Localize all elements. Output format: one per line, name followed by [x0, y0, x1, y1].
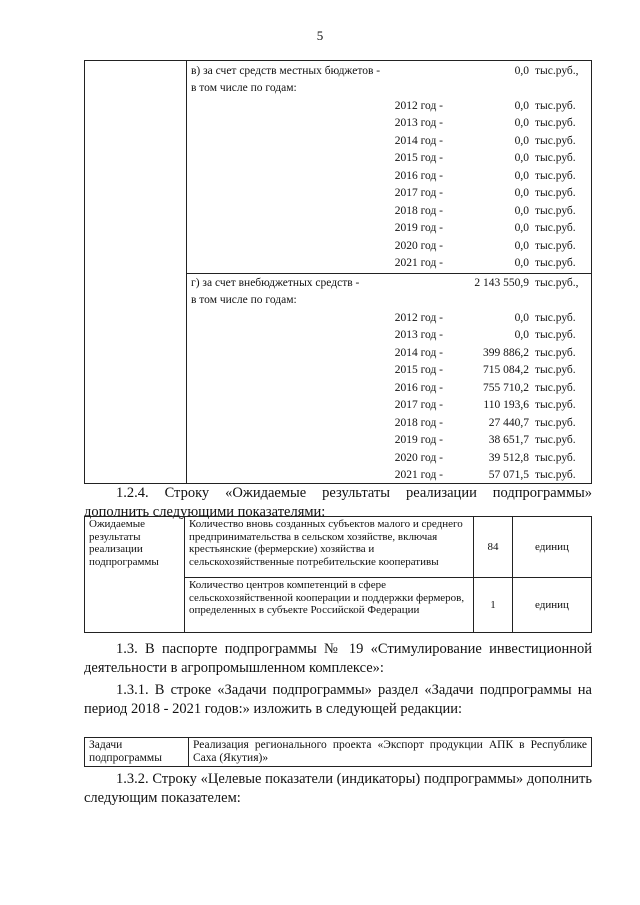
local-year: 2019 год - — [394, 222, 443, 234]
extra-amount: 0,0 — [514, 329, 529, 341]
tasks-content: Реализация регионального проекта «Экспорт продукции АПК в Республике Саха (Якутия)» — [189, 738, 592, 767]
extra-year: 2019 год - — [394, 434, 443, 446]
extra-year: 2015 год - — [394, 364, 443, 376]
extra-amount: 38 651,7 — [488, 434, 529, 446]
table-row — [85, 738, 592, 767]
tasks-row-header: Задачи подпрограммы — [85, 738, 189, 767]
page-number: 5 — [316, 28, 324, 43]
local-amount: 0,0 — [514, 100, 529, 112]
local-unit: тыс.руб. — [535, 257, 576, 269]
local-budget-total: 0,0 — [514, 65, 529, 77]
extra-year: 2016 год - — [394, 382, 443, 394]
local-year: 2020 год - — [394, 240, 443, 252]
local-budget-total-unit: тыс.руб., — [535, 65, 579, 77]
extra-budget-total-unit: тыс.руб., — [535, 277, 579, 289]
extra-unit: тыс.руб. — [535, 469, 576, 481]
extra-unit: тыс.руб. — [535, 399, 576, 411]
extra-year: 2013 год - — [394, 329, 443, 341]
extra-year: 2021 год - — [394, 469, 443, 481]
table-row — [85, 517, 592, 578]
local-amount: 0,0 — [514, 117, 529, 129]
paragraph-1-3: 1.3. В паспорте подпрограммы № 19 «Стимулирование инвестиционной деятельности в агропромышленном комплексе»: — [84, 641, 592, 676]
local-budget-title: в) за счет средств местных бюджетов - — [191, 65, 381, 77]
local-year: 2021 год - — [394, 257, 443, 269]
local-unit: тыс.руб. — [535, 222, 576, 234]
local-unit: тыс.руб. — [535, 152, 576, 164]
local-year: 2018 год - — [394, 205, 443, 217]
extra-unit: тыс.руб. — [535, 434, 576, 446]
extra-year: 2018 год - — [394, 417, 443, 429]
extra-amount: 755 710,2 — [483, 382, 529, 394]
extra-unit: тыс.руб. — [535, 312, 576, 324]
extra-budget-subtitle: в том числе по годам: — [191, 294, 297, 306]
extra-budget-total: 2 143 550,9 — [474, 277, 529, 289]
local-amount: 0,0 — [514, 205, 529, 217]
paragraph-1-3-2: 1.3.2. Строку «Целевые показатели (индикаторы) подпрограммы» дополнить следующим показателем: — [84, 771, 592, 806]
local-amount: 0,0 — [514, 170, 529, 182]
paragraph-1-3-1: 1.3.1. В строке «Задачи подпрограммы» раздел «Задачи подпрограммы на период 2018 - 2021 годов:» изложить в следующей редакции: — [84, 682, 592, 717]
local-amount: 0,0 — [514, 152, 529, 164]
extra-year: 2014 год - — [394, 347, 443, 359]
expected-results-table — [84, 516, 592, 633]
funding-empty-column — [85, 61, 187, 483]
local-unit: тыс.руб. — [535, 205, 576, 217]
funding-table — [84, 60, 592, 484]
extra-unit: тыс.руб. — [535, 364, 576, 376]
extra-amount: 715 084,2 — [483, 364, 529, 376]
tasks-table — [84, 737, 592, 767]
extra-amount: 57 071,5 — [488, 469, 529, 481]
extra-year: 2017 год - — [394, 399, 443, 411]
local-year: 2013 год - — [394, 117, 443, 129]
indicator-text: Количество центров компетенций в сфере сельскохозяйственной кооперации и поддержки фермеров, определенных в субъекте Российской Федерации — [185, 578, 474, 633]
local-unit: тыс.руб. — [535, 170, 576, 182]
extra-amount: 39 512,8 — [488, 452, 529, 464]
extra-amount: 27 440,7 — [488, 417, 529, 429]
local-amount: 0,0 — [514, 240, 529, 252]
local-year: 2016 год - — [394, 170, 443, 182]
local-unit: тыс.руб. — [535, 187, 576, 199]
indicator-unit: единиц — [513, 517, 592, 578]
extra-unit: тыс.руб. — [535, 347, 576, 359]
extra-year: 2020 год - — [394, 452, 443, 464]
indicator-value: 1 — [474, 578, 513, 633]
local-amount: 0,0 — [514, 257, 529, 269]
results-row-header: Ожидаемые результаты реализации подпрограммы — [85, 517, 185, 633]
extra-year: 2012 год - — [394, 312, 443, 324]
extra-amount: 110 193,6 — [483, 399, 529, 411]
extra-unit: тыс.руб. — [535, 452, 576, 464]
indicator-text: Количество вновь созданных субъектов малого и среднего предпринимательства в сельском хозяйстве, включая крестьянские (фермерские) хозяйства и сельскохозяйственные потребительские кооперативы — [185, 517, 474, 578]
indicator-unit: единиц — [513, 578, 592, 633]
extra-unit: тыс.руб. — [535, 382, 576, 394]
extra-unit: тыс.руб. — [535, 329, 576, 341]
extra-budget-title: г) за счет внебюджетных средств - — [191, 277, 360, 289]
local-amount: 0,0 — [514, 135, 529, 147]
local-unit: тыс.руб. — [535, 100, 576, 112]
funding-section-divider — [186, 273, 591, 274]
local-unit: тыс.руб. — [535, 240, 576, 252]
local-unit: тыс.руб. — [535, 117, 576, 129]
local-amount: 0,0 — [514, 187, 529, 199]
extra-amount: 399 886,2 — [483, 347, 529, 359]
extra-unit: тыс.руб. — [535, 417, 576, 429]
local-budget-subtitle: в том числе по годам: — [191, 82, 297, 94]
local-amount: 0,0 — [514, 222, 529, 234]
paragraph-1-2-4: 1.2.4. Строку «Ожидаемые результаты реализации подпрограммы» дополнить следующими показателями: — [84, 485, 592, 520]
indicator-value: 84 — [474, 517, 513, 578]
local-year: 2012 год - — [394, 100, 443, 112]
extra-amount: 0,0 — [514, 312, 529, 324]
local-year: 2014 год - — [394, 135, 443, 147]
local-year: 2017 год - — [394, 187, 443, 199]
local-unit: тыс.руб. — [535, 135, 576, 147]
local-year: 2015 год - — [394, 152, 443, 164]
